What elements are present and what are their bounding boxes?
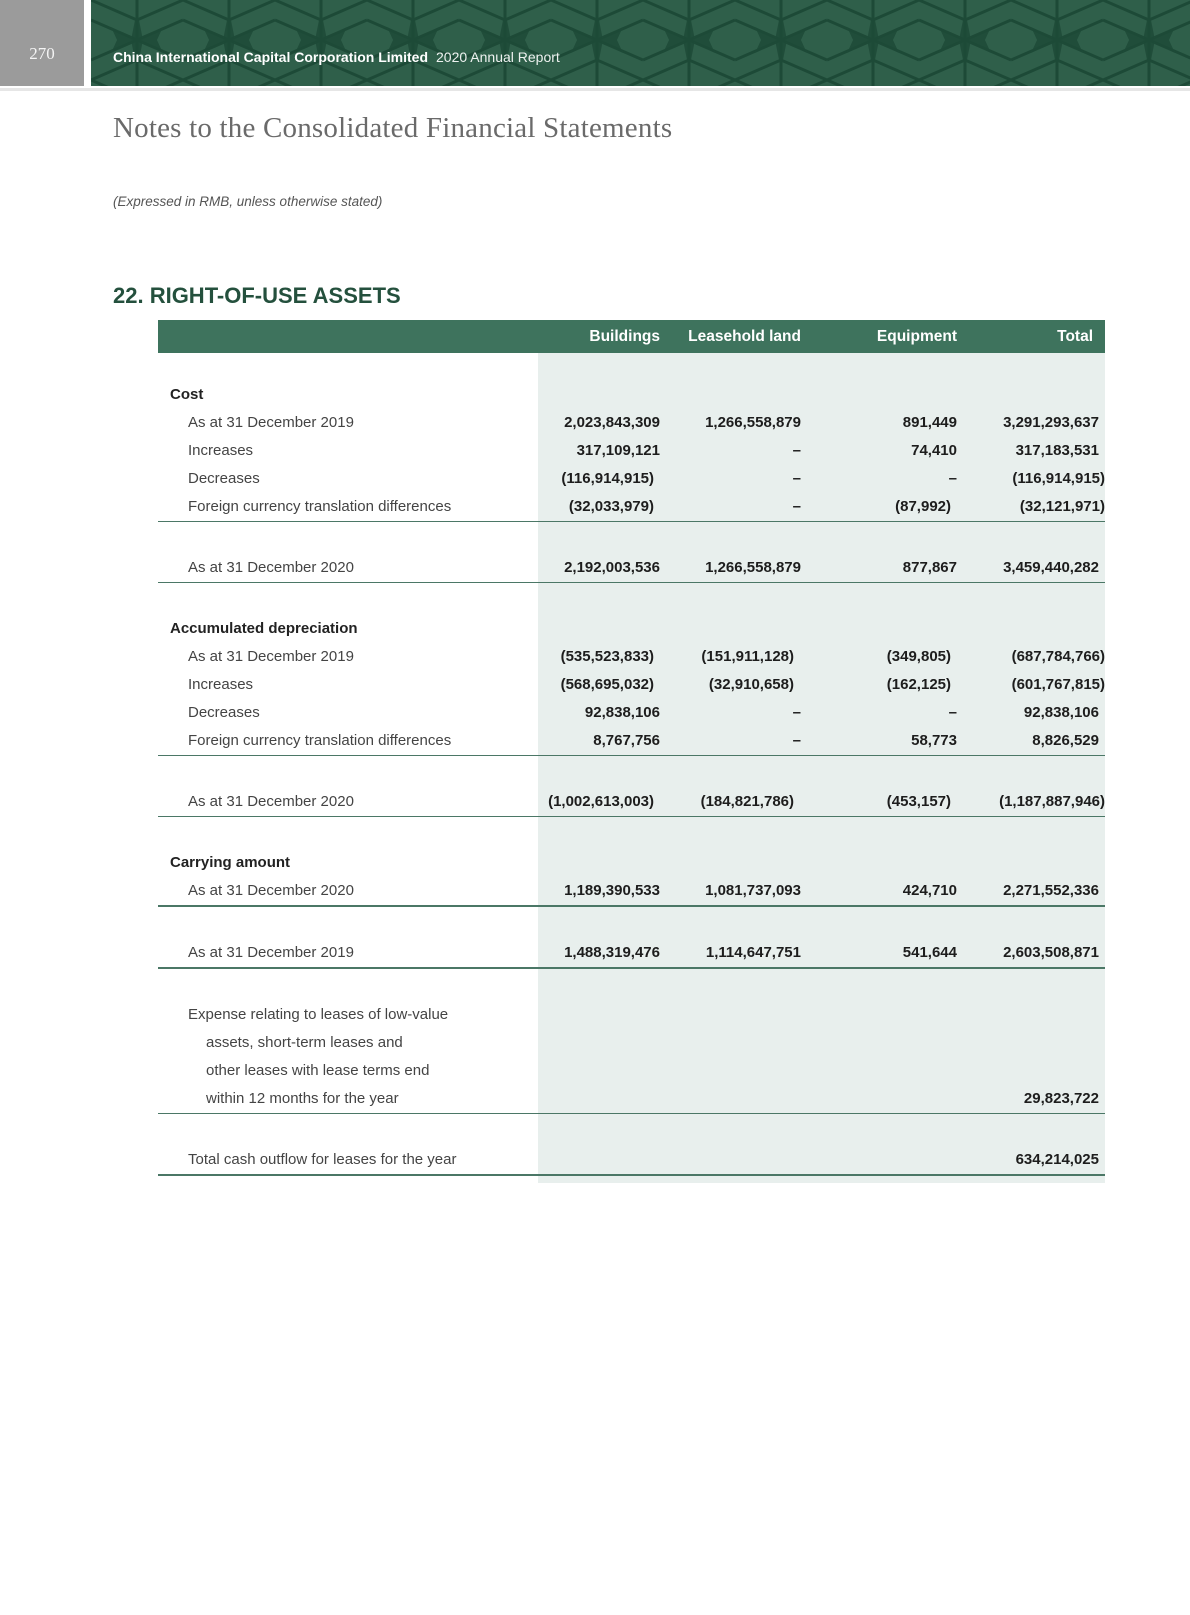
cell-leasehold-land: (151,911,128) — [701, 648, 794, 665]
table-row — [158, 671, 1105, 699]
column-header-total: Total — [1057, 328, 1093, 345]
cell-buildings: (568,695,032) — [560, 676, 654, 693]
cell-total: 8,826,529 — [1032, 732, 1099, 749]
table-row — [158, 939, 1105, 967]
row-label: As at 31 December 2019 — [188, 414, 354, 431]
table-row — [158, 727, 1105, 755]
table-header — [158, 320, 1105, 353]
row-label: As at 31 December 2020 — [188, 559, 354, 576]
table-row-closing — [158, 788, 1105, 816]
asanoha-pattern-icon — [91, 0, 1190, 86]
cell-buildings: (116,914,915) — [561, 470, 654, 487]
table-row — [158, 465, 1105, 493]
currency-note: (Expressed in RMB, unless otherwise stated) — [113, 194, 383, 209]
cell-equipment: 424,710 — [902, 882, 957, 899]
cell-total: 3,291,293,637 — [1003, 414, 1099, 431]
section-heading-cost — [158, 381, 1105, 409]
cell-leasehold-land: – — [792, 442, 801, 459]
page-header — [0, 0, 1190, 86]
report-name: 2020 Annual Report — [436, 49, 560, 65]
cell-buildings: 1,189,390,533 — [564, 882, 660, 899]
cell-leasehold-land: 1,266,558,879 — [705, 414, 801, 431]
cell-equipment: – — [948, 470, 957, 487]
header-divider — [0, 88, 1190, 91]
expense-row-line — [158, 1029, 1105, 1057]
cell-leasehold-land: (184,821,786) — [700, 793, 794, 810]
section-heading-carrying — [158, 849, 1105, 877]
section-label: Cost — [170, 386, 204, 403]
cell-equipment: (349,805) — [886, 648, 951, 665]
cell-buildings: (32,033,979) — [568, 498, 654, 515]
cell-equipment: 58,773 — [911, 732, 957, 749]
banner-title — [113, 49, 560, 65]
row-label: Foreign currency translation differences — [188, 498, 452, 515]
cell-buildings: (535,523,833) — [560, 648, 654, 665]
cell-leasehold-land: (32,910,658) — [708, 676, 794, 693]
row-label: within 12 months for the year — [206, 1090, 399, 1107]
cell-equipment: 541,644 — [902, 944, 957, 961]
table-row — [158, 409, 1105, 437]
cell-total: (116,914,915) — [1012, 470, 1105, 487]
row-label: Foreign currency translation differences — [188, 732, 452, 749]
cell-total: (1,187,887,946) — [999, 793, 1105, 810]
row-label: other leases with lease terms end — [206, 1062, 430, 1079]
section-heading-depreciation — [158, 615, 1105, 643]
section-label: Accumulated depreciation — [170, 620, 358, 637]
section-label: Carrying amount — [170, 854, 291, 871]
expense-row — [158, 1085, 1105, 1113]
column-header-buildings: Buildings — [589, 328, 660, 345]
cell-total: 2,603,508,871 — [1003, 944, 1099, 961]
page-title: Notes to the Consolidated Financial Statements — [113, 112, 673, 144]
cell-buildings: 8,767,756 — [593, 732, 660, 749]
table-row — [158, 643, 1105, 671]
row-label: Increases — [188, 676, 254, 693]
cell-leasehold-land: 1,114,647,751 — [705, 944, 801, 961]
header-banner — [91, 0, 1190, 86]
row-label: Increases — [188, 442, 254, 459]
cell-total: 29,823,722 — [1023, 1090, 1099, 1107]
cell-equipment: – — [948, 704, 957, 721]
expense-row-line — [158, 1057, 1105, 1085]
row-label: As at 31 December 2019 — [188, 944, 354, 961]
cell-buildings: 92,838,106 — [584, 704, 660, 721]
cell-leasehold-land: – — [792, 732, 801, 749]
row-label: As at 31 December 2020 — [188, 793, 354, 810]
table-row — [158, 437, 1105, 465]
cell-leasehold-land: 1,081,737,093 — [705, 882, 801, 899]
cell-total: 3,459,440,282 — [1003, 559, 1099, 576]
cell-total: (687,784,766) — [1011, 648, 1105, 665]
company-name: China International Capital Corporation Limited — [113, 49, 429, 65]
cell-buildings: (1,002,613,003) — [548, 793, 654, 810]
row-label: Total cash outflow for leases for the year — [188, 1151, 457, 1168]
row-label: assets, short-term leases and — [206, 1034, 403, 1051]
cell-total: 92,838,106 — [1023, 704, 1099, 721]
right-of-use-assets-table — [158, 320, 1105, 1176]
table-row-closing — [158, 554, 1105, 582]
expense-row-line — [158, 1001, 1105, 1029]
cell-leasehold-land: – — [792, 498, 801, 515]
cell-leasehold-land: – — [792, 704, 801, 721]
cell-leasehold-land: 1,266,558,879 — [705, 559, 801, 576]
cash-outflow-row — [158, 1146, 1105, 1174]
table-row — [158, 699, 1105, 727]
cell-leasehold-land: – — [792, 470, 801, 487]
page-number: 270 — [0, 0, 84, 86]
cell-equipment: 74,410 — [911, 442, 957, 459]
cell-buildings: 2,023,843,309 — [564, 414, 660, 431]
cell-equipment: (162,125) — [886, 676, 951, 693]
table-row — [158, 493, 1105, 521]
cell-total: (601,767,815) — [1011, 676, 1105, 693]
cell-equipment: (453,157) — [886, 793, 951, 810]
divider — [158, 1174, 1105, 1176]
cell-total: 317,183,531 — [1015, 442, 1099, 459]
cell-buildings: 1,488,319,476 — [564, 944, 660, 961]
cell-buildings: 2,192,003,536 — [564, 559, 660, 576]
row-label: Expense relating to leases of low-value — [188, 1006, 449, 1023]
column-header-leasehold-land: Leasehold land — [688, 328, 801, 345]
row-label: As at 31 December 2020 — [188, 882, 354, 899]
cell-total: (32,121,971) — [1019, 498, 1105, 515]
cell-buildings: 317,109,121 — [576, 442, 660, 459]
table-row — [158, 877, 1105, 905]
cell-equipment: 877,867 — [902, 559, 957, 576]
row-label: As at 31 December 2019 — [188, 648, 354, 665]
cell-equipment: (87,992) — [895, 498, 951, 515]
section-title: 22. RIGHT-OF-USE ASSETS — [113, 283, 401, 308]
column-header-equipment: Equipment — [876, 328, 957, 345]
cell-total: 2,271,552,336 — [1003, 882, 1099, 899]
cell-total: 634,214,025 — [1015, 1151, 1099, 1168]
row-label: Decreases — [188, 470, 260, 487]
row-label: Decreases — [188, 704, 260, 721]
cell-equipment: 891,449 — [902, 414, 957, 431]
